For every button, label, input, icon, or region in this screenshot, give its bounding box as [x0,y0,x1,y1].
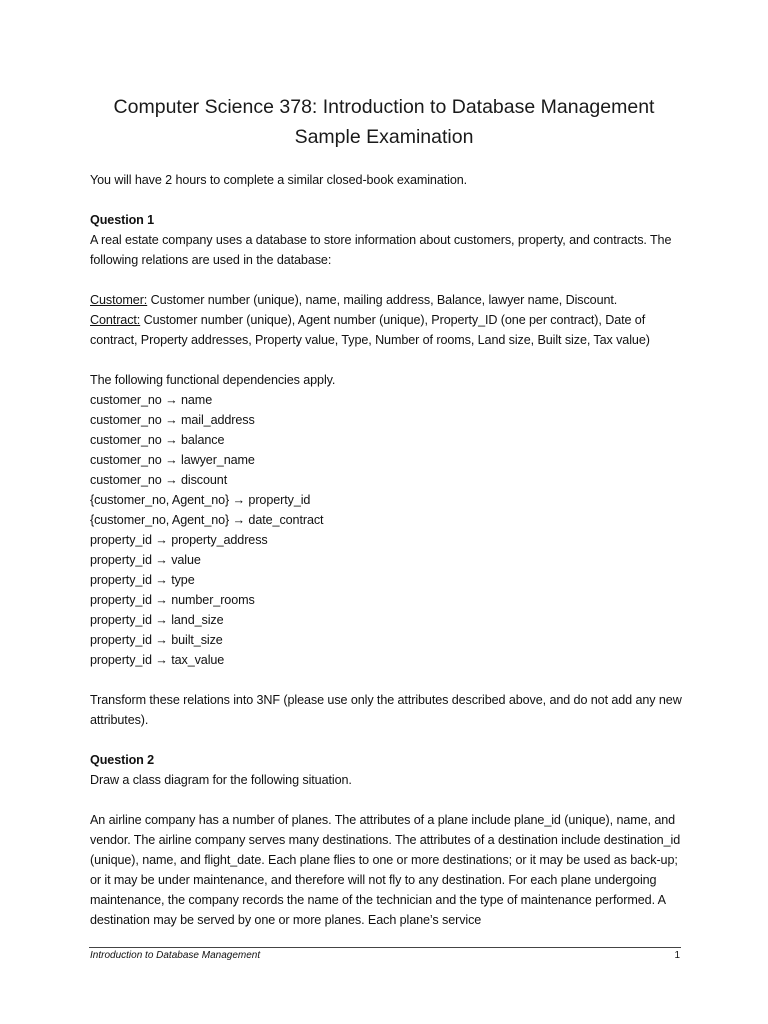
question-2-scenario: An airline company has a number of planes. The attributes of a plane include plane_id (unique), name, and vendor. The airline company serves many destinations. The attributes of a destination include destination_id (unique), name, and flight_date. Each plane flies to one or more destinations; or it may be used as back-up; or it may be under maintenance, and therefore will not fly to any destination. For each plane undergoing maintenance, the company records the name of the technician and the type of maintenance performed. A destination may be served by one or more planes. Each plane’s service [90,813,681,927]
relation-customer [90,290,690,310]
fd-intro: The following functional dependencies apply. [90,373,336,387]
functional-dependency: {customer_no, Agent_no} → property_id [90,493,311,507]
functional-dependency: customer_no → discount [90,473,228,487]
functional-dependency: property_id → value [90,553,201,567]
functional-dependency: customer_no → balance [90,433,225,447]
exam-intro: You will have 2 hours to complete a similar closed-book examination. [90,173,468,187]
page-number: 1 [674,950,680,961]
relation-attributes: Customer number (unique), Agent number (unique), Property_ID (one per contract), Date of contract, Property addresses, Property value, Type, Number of rooms, Land size, Built size, Tax value) [90,313,650,347]
functional-dependency: property_id → built_size [90,633,223,647]
footer-title: Introduction to Database Management [90,950,261,961]
relation-name: Contract: [90,313,141,327]
relation-name: Customer: [90,293,148,307]
question-2-prompt: Draw a class diagram for the following situation. [90,773,352,787]
question-2-heading: Question 2 [90,753,155,767]
question-1-intro: A real estate company uses a database to store information about customers, property, and contracts. The following relations are used in the database: [90,233,672,267]
document-title [0,92,768,152]
functional-dependency: property_id → land_size [90,613,224,627]
document-body [90,170,690,930]
footer-divider [89,947,681,948]
functional-dependency: property_id → type [90,573,195,587]
functional-dependency: property_id → number_rooms [90,593,255,607]
relation-contract [90,310,690,350]
title-line-2: Sample Examination [294,126,474,148]
relation-attributes: Customer number (unique), name, mailing address, Balance, lawyer name, Discount. [147,293,618,307]
functional-dependency: property_id → property_address [90,533,268,547]
title-line-1: Computer Science 378: Introduction to Database Management [113,96,655,118]
functional-dependency: property_id → tax_value [90,653,225,667]
functional-dependency: customer_no → lawyer_name [90,453,255,467]
functional-dependency: customer_no → mail_address [90,413,255,427]
question-1-instruction: Transform these relations into 3NF (please use only the attributes described above, and do not add any new attributes). [90,693,682,727]
functional-dependency-list [90,390,690,670]
functional-dependency: {customer_no, Agent_no} → date_contract [90,513,324,527]
question-1-heading: Question 1 [90,213,155,227]
functional-dependency: customer_no → name [90,393,213,407]
